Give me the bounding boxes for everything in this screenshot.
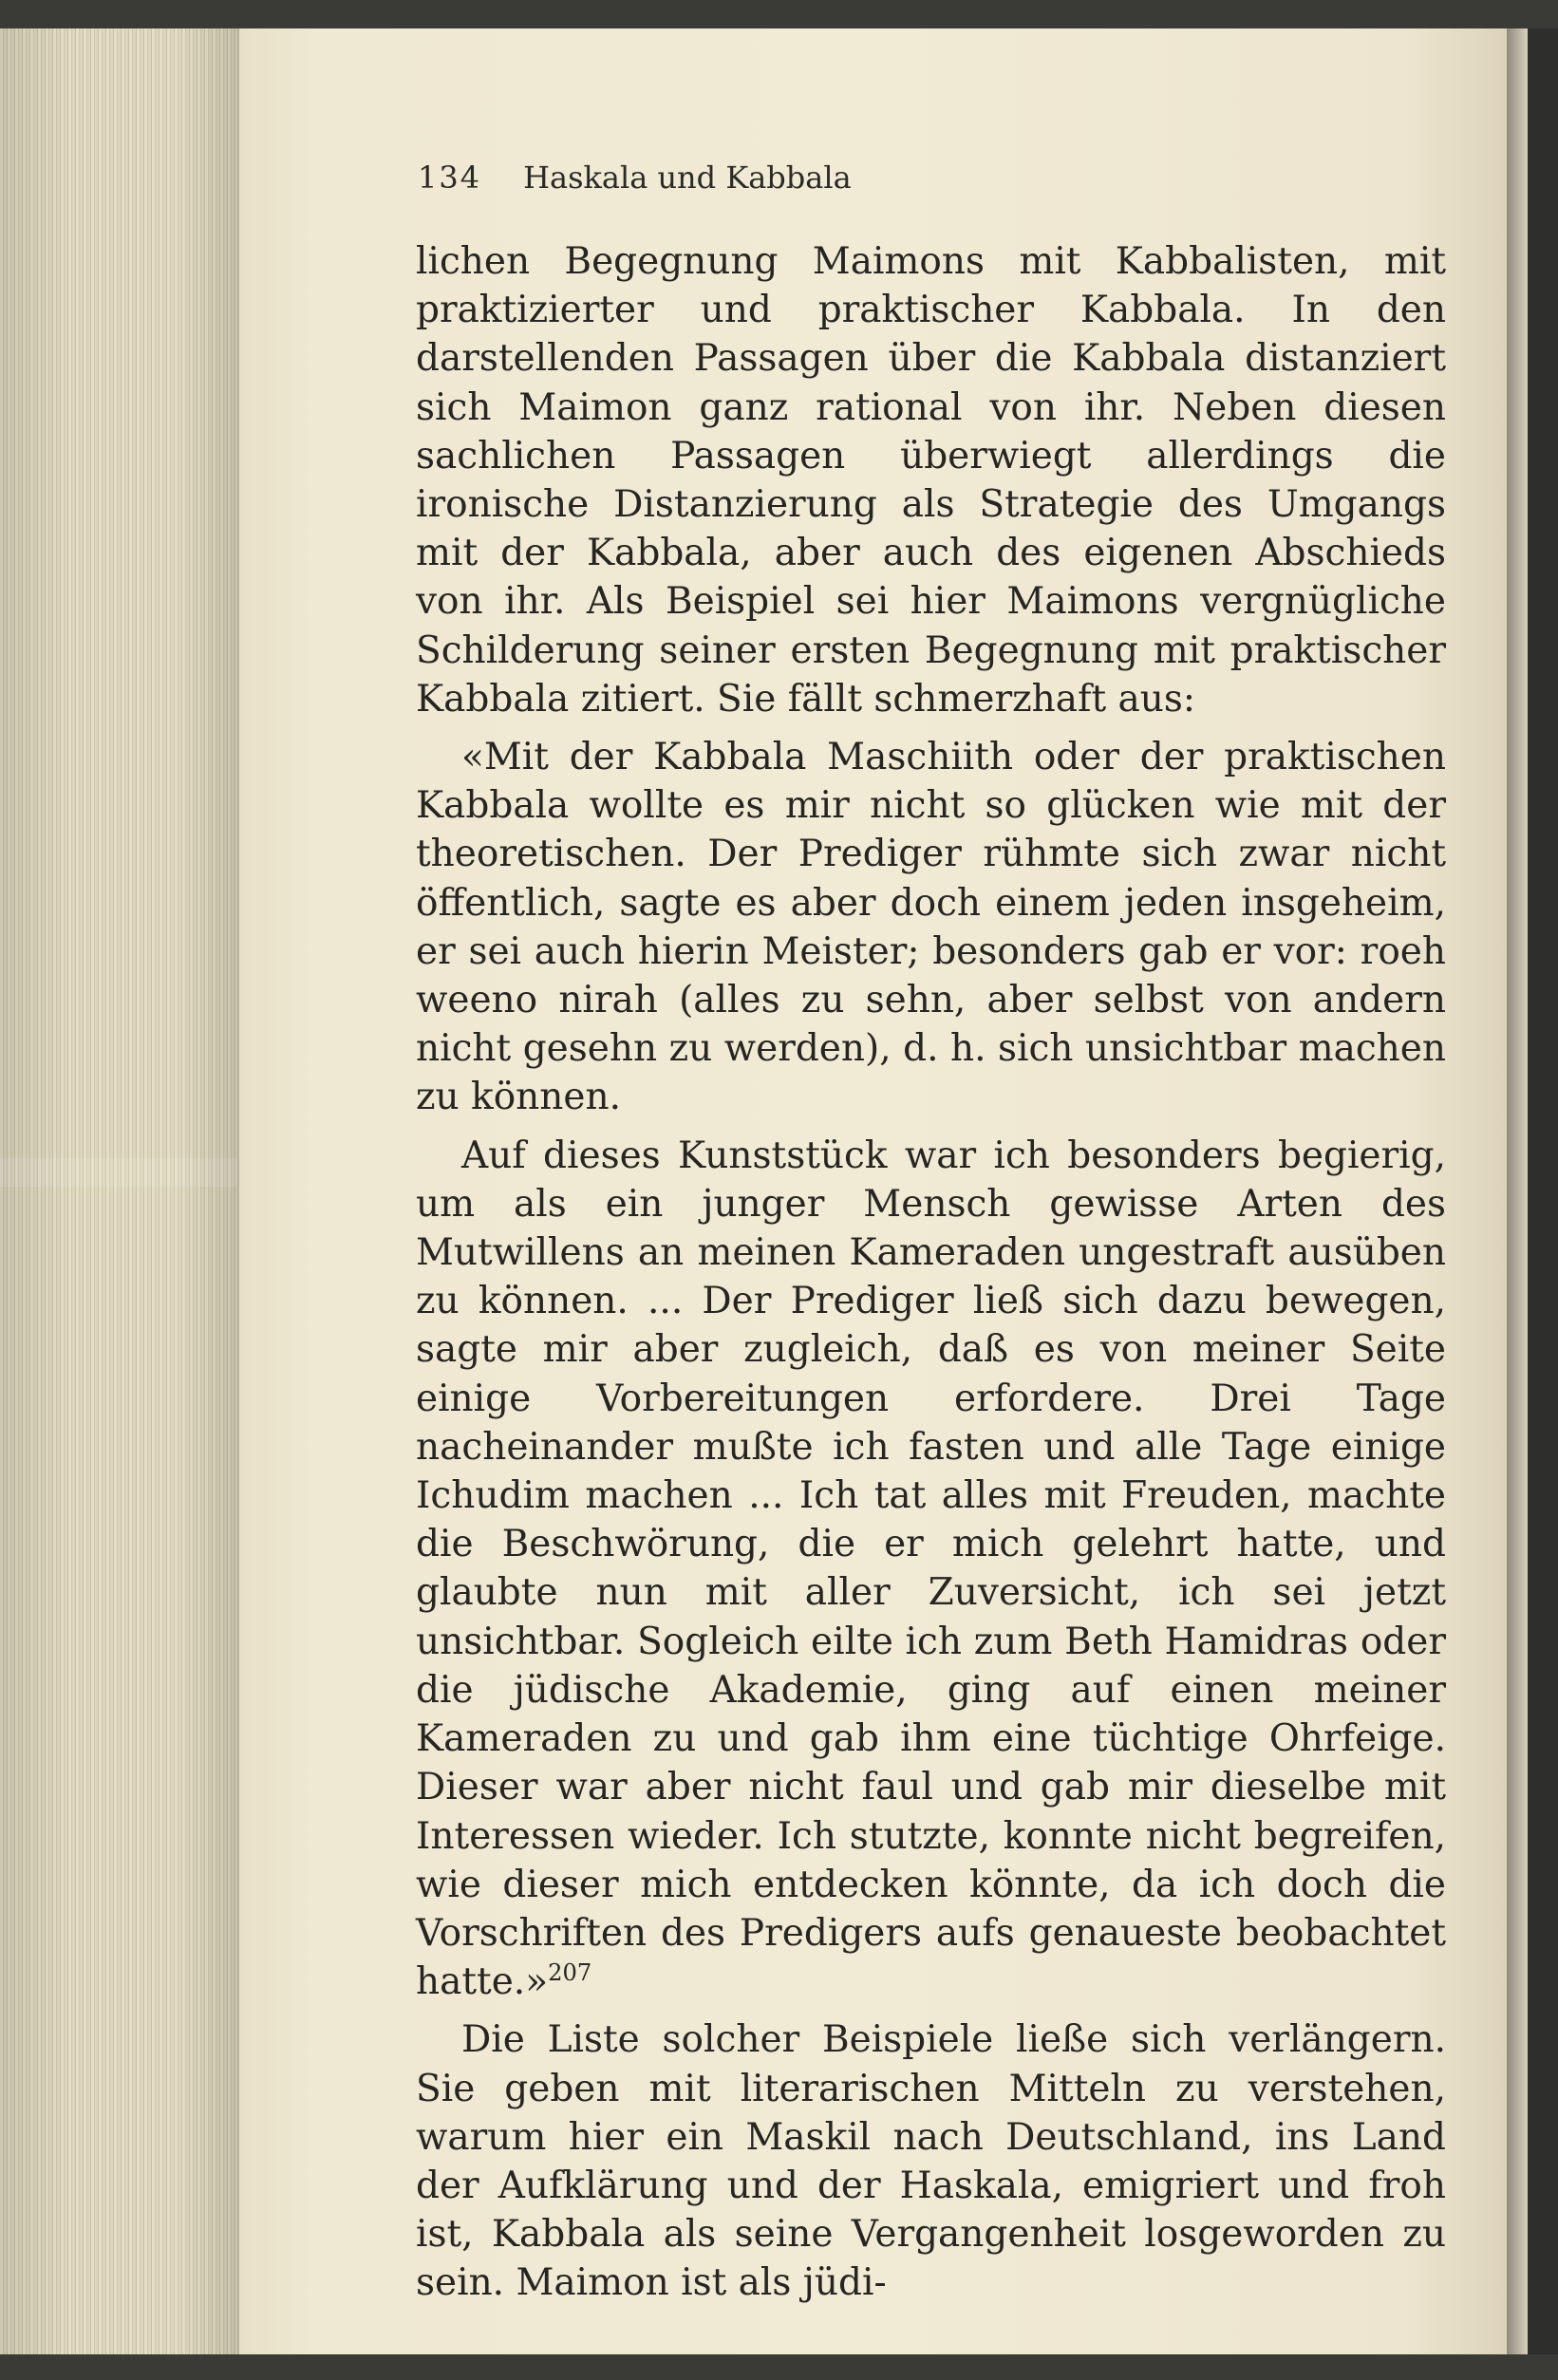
running-title: Haskala und Kabbala xyxy=(523,159,852,196)
paragraph-intro: lichen Begegnung Maimons mit Kabbalisten, mit praktizierter und praktischer Kabbala. In den darstellenden Passagen über die Kabbala distanziert sich Maimon ganz rational von ihr. Neben diesen sachlichen Passagen überwiegt allerdings die ironische Distanzierung als Strategie des Umgangs mit der Kabbala, aber auch des eigenen Abschieds von ihr. Als Beispiel sei hier Maimons vergnügliche Schilderung seiner ersten Begegnung mit praktischer Kabbala zitiert. Sie fällt schmerzhaft aus: xyxy=(416,240,1446,721)
page-edges-shade xyxy=(0,28,237,2354)
quote-paragraph-2-text: Auf dieses Kunststück war ich besonders begierig, um als ein junger Mensch gewisse Arten des Mutwillens an meinen Kameraden ungestraft ausüben zu können. ... Der Prediger ließ sich dazu bewegen, sagte mir aber zugleich, daß es von meiner Seite einige Vorbereitungen erfordere. Drei Tage nacheinander mußte ich fasten und alle Tage einige Ichudim machen ... Ich tat alles mit Freuden, machte die Beschwörung, die er mich gelehrt hatte, und glaubte nun mit aller Zuversicht, ich sei jetzt unsichtbar. Sogleich eilte ich zum Beth Hamidras oder die jüdische Akademie, ging auf einen meiner Kameraden zu und gab ihm eine tüchtige Ohrfeige. Dieser war aber nicht faul und gab mir dieselbe mit Interessen wieder. Ich stutzte, konnte nicht begreifen, wie dieser mich entdecken könnte, da ich doch die Vorschriften des Predigers aufs genaueste beobachtet hatte.» xyxy=(416,1134,1446,2004)
page-edges-band xyxy=(0,1158,237,1187)
running-head xyxy=(418,159,852,196)
scan-background-bottom xyxy=(0,2354,1558,2380)
footnote-reference: 207 xyxy=(548,1959,592,1987)
body-text xyxy=(416,237,1446,2308)
quote-paragraph-2 xyxy=(416,1132,1446,2007)
book-spine-edge xyxy=(1507,28,1528,2354)
page-number: 134 xyxy=(418,159,482,196)
quote-paragraph-1: «Mit der Kabbala Maschiith oder der praktischen Kabbala wollte es mir nicht so glücken wie mit der theoretischen. Der Prediger rühmte sich zwar nicht öffentlich, sagte es aber doch einem jeden insgeheim, er sei auch hierin Meister; besonders gab er vor: roeh weeno nirah (alles zu sehn, aber selbst von andern nicht gesehn zu werden), d. h. sich unsichtbar machen zu können. xyxy=(416,736,1446,1119)
scan-background-top xyxy=(0,0,1558,28)
paragraph-conclusion: Die Liste solcher Beispiele ließe sich verlängern. Sie geben mit literarischen Mitteln zu verstehen, warum hier ein Maskil nach Deutschland, ins Land der Aufklärung und der Haskala, emigriert und froh ist, Kabbala als seine Vergangenheit losgeworden zu sein. Maimon ist als jüdi- xyxy=(416,2018,1446,2305)
